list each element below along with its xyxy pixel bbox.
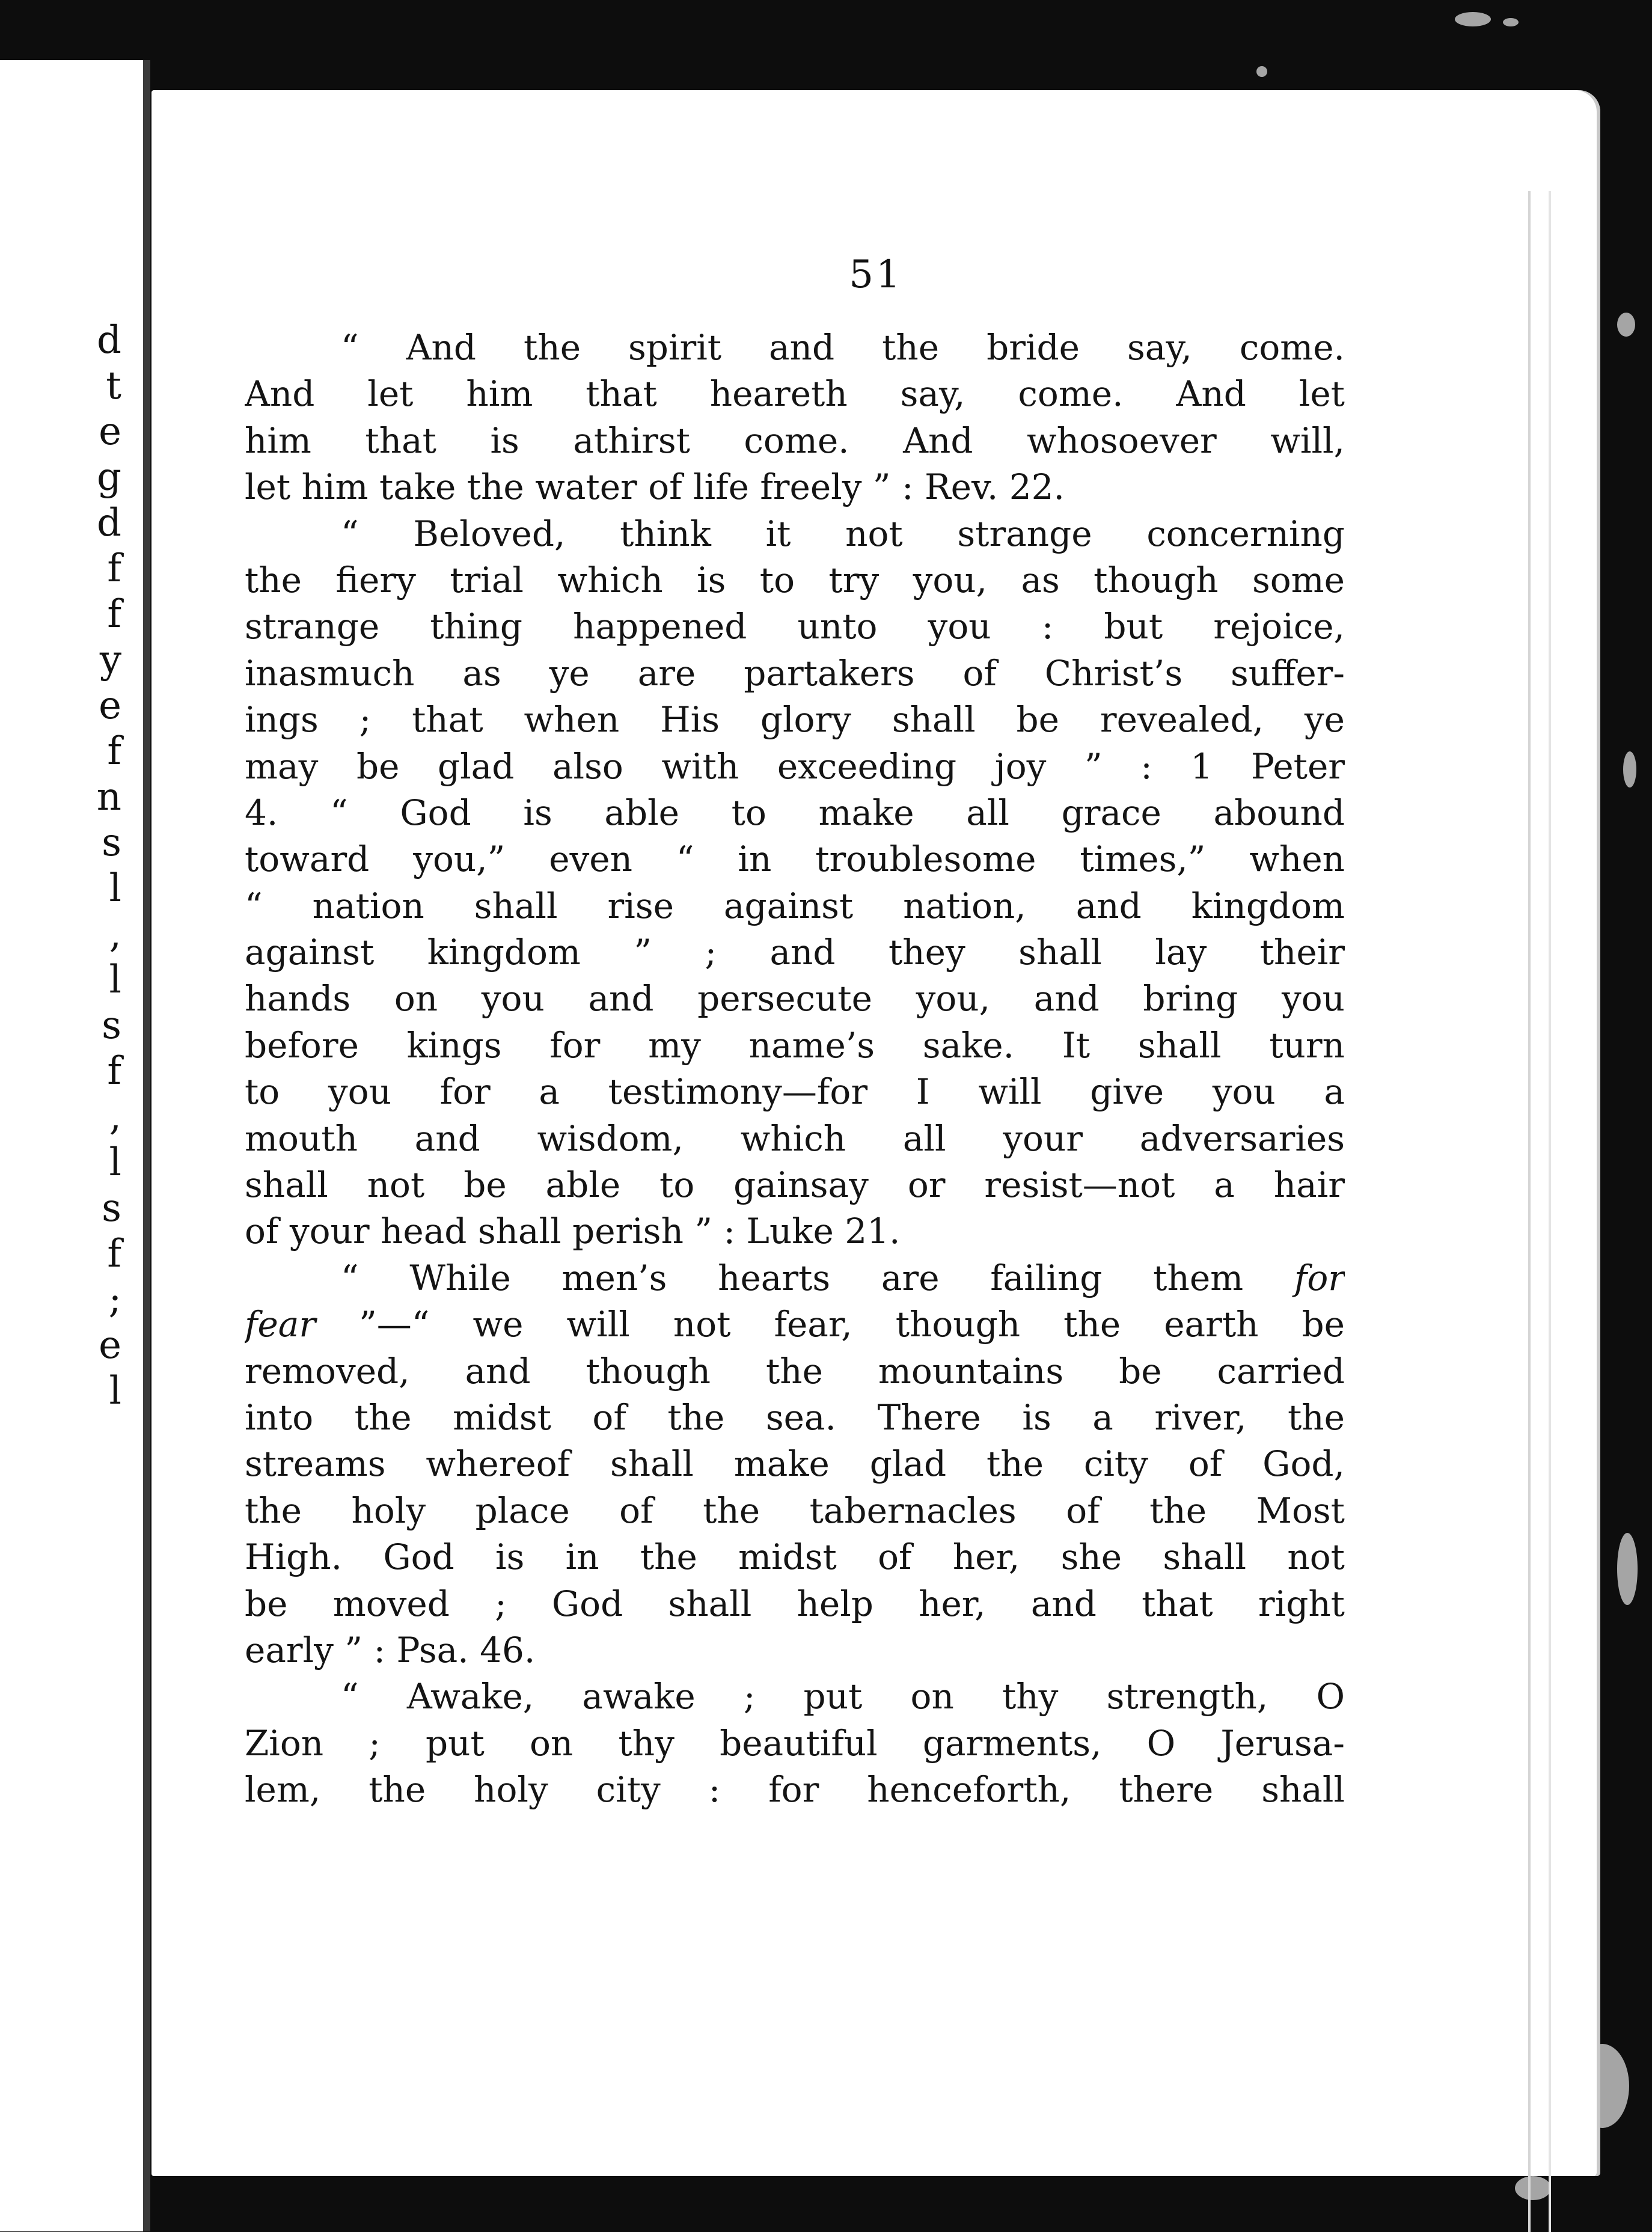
text-line <box>245 1534 1345 1580</box>
text-line <box>245 604 1345 650</box>
line-text: him that is athirst come. And whosoever will, <box>245 420 1345 461</box>
line-text: inasmuch as ye are partakers of Christ’s suffer- <box>245 652 1345 694</box>
text-line <box>245 1581 1345 1627</box>
previous-page-fragment: e <box>99 683 121 728</box>
previous-page-fragment: l <box>109 1369 121 1413</box>
previous-page-fragment: ; <box>108 1277 121 1322</box>
line-text: shall not be able to gainsay or resist—not a hair <box>245 1164 1345 1206</box>
previous-page-fragment: s <box>102 1003 121 1048</box>
text-line <box>245 1069 1345 1115</box>
previous-page-fragment: f <box>107 592 121 637</box>
italic-text: for <box>1294 1257 1345 1298</box>
previous-page-fragment: t <box>106 364 121 408</box>
previous-page-fragment: f <box>107 1049 121 1093</box>
line-text: the holy place of the tabernacles of the Most <box>245 1490 1345 1531</box>
line-text: early ” : Psa. 46. <box>245 1629 536 1671</box>
page-body-text <box>245 325 1345 1814</box>
line-text: “ Awake, awake ; put on thy strength, O <box>341 1676 1345 1717</box>
text-line <box>245 1627 1345 1674</box>
scan-speck <box>1623 751 1636 787</box>
text-line <box>245 325 1345 371</box>
text-line <box>245 1023 1345 1069</box>
line-text: “ And the spirit and the bride say, come. <box>341 327 1345 368</box>
text-line <box>245 1208 1345 1255</box>
line-text: against kingdom ” ; and they shall lay their <box>245 932 1345 973</box>
text-line <box>245 511 1345 557</box>
line-text: before kings for my name’s sake. It shall turn <box>245 1024 1345 1066</box>
text-line <box>245 1348 1345 1395</box>
page-number: 51 <box>849 252 903 297</box>
line-text: be moved ; God shall help her, and that right <box>245 1583 1345 1624</box>
line-text: removed, and though the mountains be carried <box>245 1350 1345 1392</box>
line-text: of your head shall perish ” : Luke 21. <box>245 1211 901 1252</box>
line-text: strange thing happened unto you : but rejoice, <box>245 606 1345 647</box>
previous-page-fragment: l <box>109 958 121 1002</box>
previous-page-fragment: d <box>97 501 121 545</box>
text-line <box>245 371 1345 417</box>
previous-page-fragment: , <box>109 1095 121 1139</box>
previous-page-strip <box>0 60 144 2231</box>
line-text: to you for a testimony—for I will give you a <box>245 1071 1345 1113</box>
line-text: may be glad also with exceeding joy ” : 1 Peter <box>245 745 1345 787</box>
line-text: “ nation shall rise against nation, and kingdom <box>245 885 1345 926</box>
text-line <box>245 1720 1345 1767</box>
previous-page-fragment: g <box>97 455 121 500</box>
previous-page-text-fragments <box>49 317 121 1414</box>
book-page <box>151 90 1600 2176</box>
text-line <box>245 790 1345 836</box>
text-line <box>245 836 1345 882</box>
line-text: hands on you and persecute you, and bring you <box>245 978 1345 1020</box>
text-line <box>245 976 1345 1022</box>
line-text: “ While men’s hearts are failing them <box>341 1257 1244 1298</box>
previous-page-fragment: s <box>102 1186 121 1231</box>
text-line <box>245 557 1345 604</box>
previous-page-fragment: f <box>107 729 121 774</box>
text-line <box>245 1301 1345 1348</box>
text-line <box>245 1767 1345 1813</box>
text-line <box>245 1674 1345 1720</box>
text-line <box>245 1488 1345 1534</box>
line-text: into the midst of the sea. There is a river, the <box>245 1396 1345 1438</box>
line-text: let him take the water of life freely ” : Rev. 22. <box>245 466 1065 508</box>
previous-page-fragment: , <box>109 912 121 956</box>
text-line <box>245 929 1345 976</box>
scan-speck <box>1503 18 1519 26</box>
previous-page-fragment: y <box>99 638 121 682</box>
previous-page-fragment: e <box>99 409 121 454</box>
line-text: Zion ; put on thy beautiful garments, O Jerusa- <box>245 1722 1345 1764</box>
text-line <box>245 697 1345 743</box>
text-line <box>245 1441 1345 1487</box>
scan-speck <box>1617 313 1635 337</box>
text-line <box>245 1395 1345 1441</box>
line-text: streams whereof shall make glad the city of God, <box>245 1443 1345 1485</box>
italic-text: fear <box>245 1304 316 1345</box>
text-line <box>245 883 1345 929</box>
previous-page-fragment: s <box>102 821 121 865</box>
previous-page-fragment: n <box>96 775 121 819</box>
binding-edge <box>143 60 150 2231</box>
text-line <box>245 1116 1345 1162</box>
previous-page-fragment: l <box>109 1140 121 1185</box>
line-text: ings ; that when His glory shall be revealed, ye <box>245 699 1345 741</box>
line-text: 4. “ God is able to make all grace abound <box>245 792 1345 833</box>
line-text: the fiery trial which is to try you, as though some <box>245 559 1345 601</box>
text-line <box>245 1162 1345 1208</box>
line-text: mouth and wisdom, which all your adversaries <box>245 1118 1345 1159</box>
text-line <box>245 1255 1345 1301</box>
text-line <box>245 418 1345 464</box>
previous-page-fragment: f <box>107 546 121 591</box>
previous-page-fragment: d <box>97 318 121 362</box>
scan-speck <box>1617 1533 1638 1605</box>
line-text: ”—“ we will not fear, though the earth be <box>316 1304 1345 1345</box>
line-text: toward you,” even “ in troublesome times,” when <box>245 839 1345 880</box>
previous-page-fragment: f <box>107 1232 121 1276</box>
line-text: High. God is in the midst of her, she shall not <box>245 1536 1345 1578</box>
line-text: “ Beloved, think it not strange concerning <box>341 513 1345 554</box>
previous-page-fragment: e <box>99 1323 121 1368</box>
text-line <box>245 650 1345 697</box>
line-text: lem, the holy city : for henceforth, there shall <box>245 1769 1345 1811</box>
line-text: And let him that heareth say, come. And let <box>245 373 1345 415</box>
scan-speck <box>1256 66 1267 77</box>
text-line <box>245 744 1345 790</box>
text-line <box>245 464 1345 510</box>
previous-page-fragment: l <box>109 866 121 911</box>
scan-speck <box>1455 12 1491 26</box>
page-edge-fold <box>1528 191 1551 2232</box>
